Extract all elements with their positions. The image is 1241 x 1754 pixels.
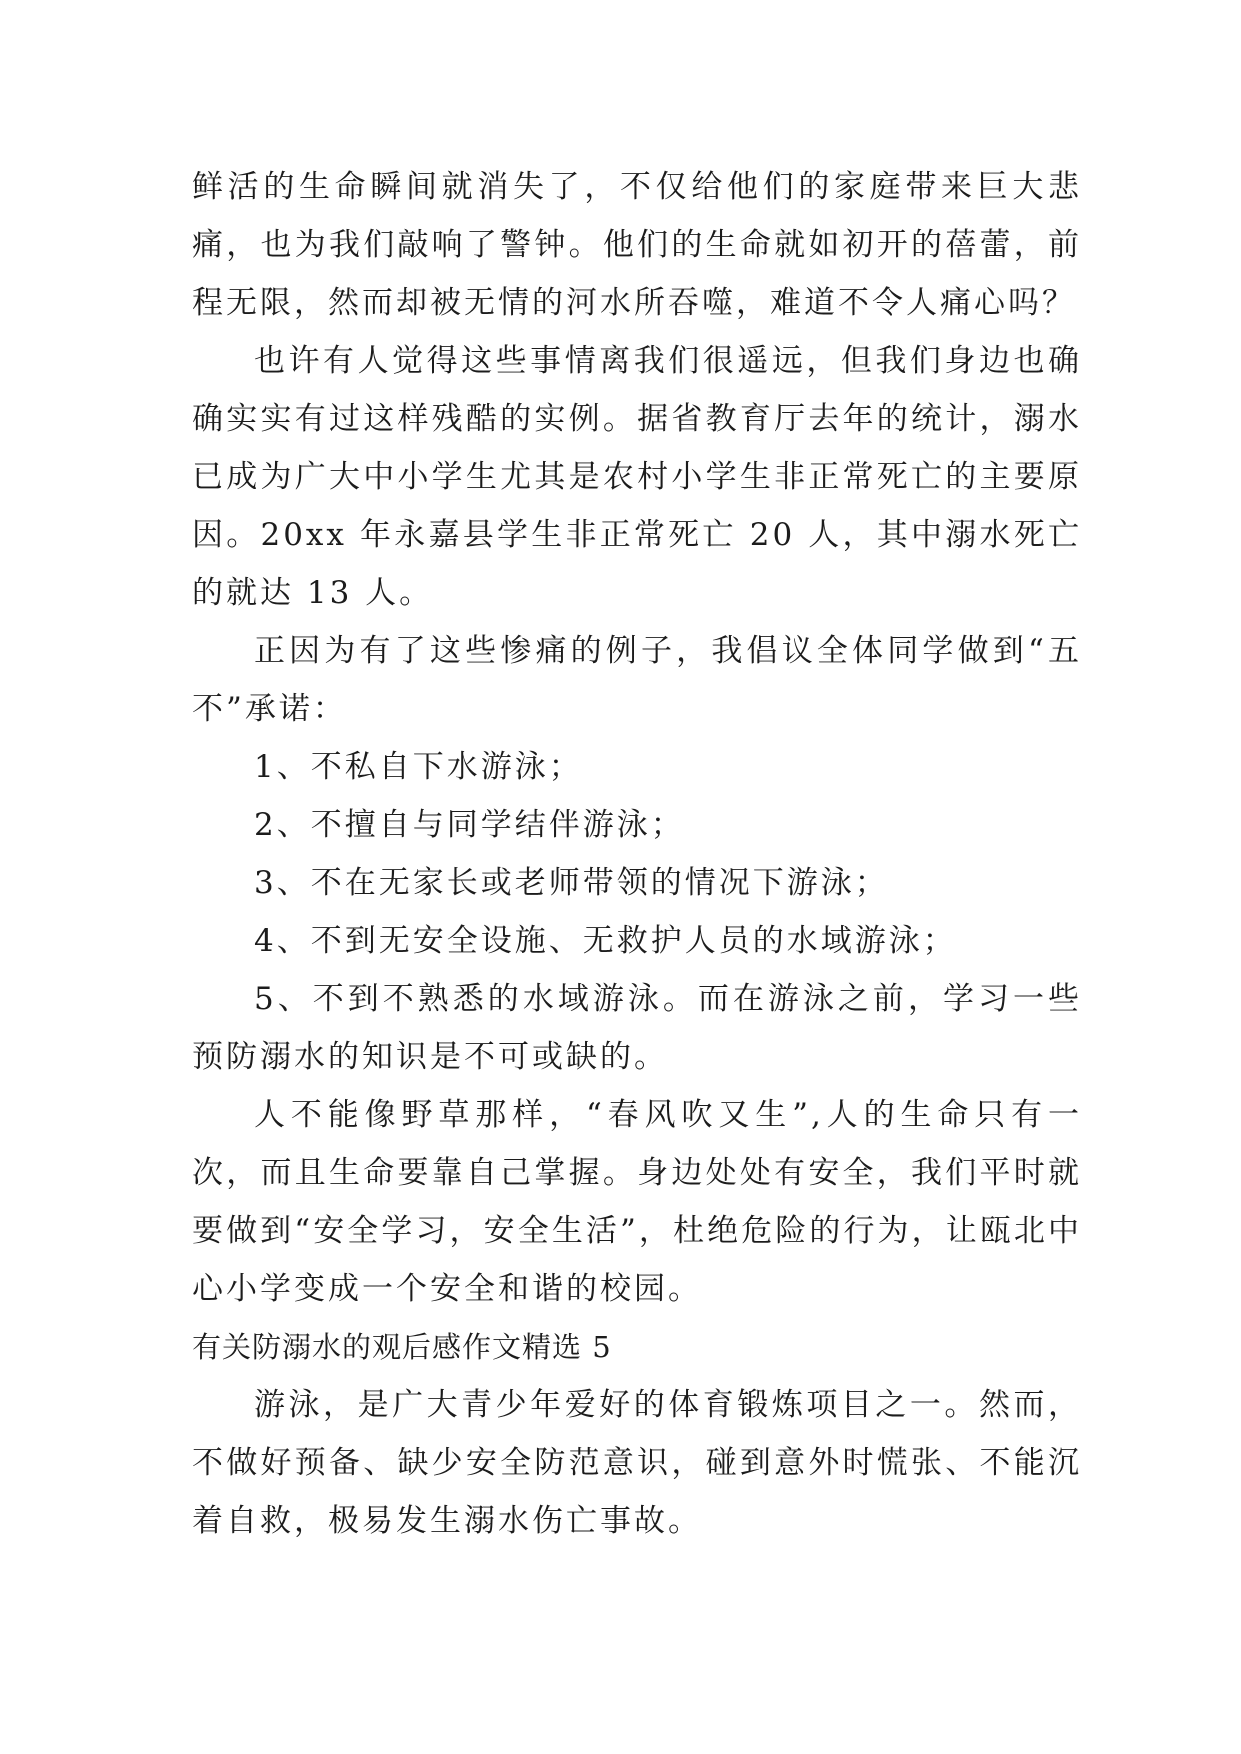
pledge-item-2: 2、不擅自与同学结伴游泳；	[254, 807, 685, 843]
section-heading: 有关防溺水的观后感作文精选 5	[192, 1330, 612, 1364]
paragraph-section-5-intro: 游泳，是广大青少年爱好的体育锻炼项目之一。然而，不做好预备、缺少安全防范意识，碰到意外时慌张、不能沉着自救，极易发生溺水伤亡事故。	[192, 1387, 1082, 1539]
paragraph-statistics: 也许有人觉得这些事情离我们很遥远，但我们身边也确确实实有过这样残酷的实例。据省教育厅去年的统计，溺水已成为广大中小学生尤其是农村小学生非正常死亡的主要原因。20xx 年永嘉县学生非正常死亡 20 人，其中溺水死亡的就达 13 人。	[192, 343, 1082, 611]
paragraph-pledge-intro: 正因为有了这些惨痛的例子，我倡议全体同学做到“五不”承诺：	[192, 633, 1082, 727]
paragraph-continued: 鲜活的生命瞬间就消失了，不仅给他们的家庭带来巨大悲痛，也为我们敲响了警钟。他们的生命就如初开的蓓蕾，前程无限，然而却被无情的河水所吞噬，难道不令人痛心吗？	[192, 169, 1082, 321]
paragraph-conclusion: 人不能像野草那样，“春风吹又生”,人的生命只有一次，而且生命要靠自己掌握。身边处处有安全，我们平时就要做到“安全学习，安全生活”，杜绝危险的行为，让瓯北中心小学变成一个安全和谐的校园。	[192, 1097, 1082, 1307]
document-body	[192, 158, 1082, 1550]
pledge-item-4: 4、不到无安全设施、无救护人员的水域游泳；	[254, 923, 957, 959]
pledge-item-1: 1、不私自下水游泳；	[254, 749, 583, 785]
pledge-item-5: 5、不到不熟悉的水域游泳。而在游泳之前，学习一些预防溺水的知识是不可或缺的。	[192, 981, 1082, 1075]
pledge-item-3: 3、不在无家长或老师带领的情况下游泳；	[254, 865, 889, 901]
